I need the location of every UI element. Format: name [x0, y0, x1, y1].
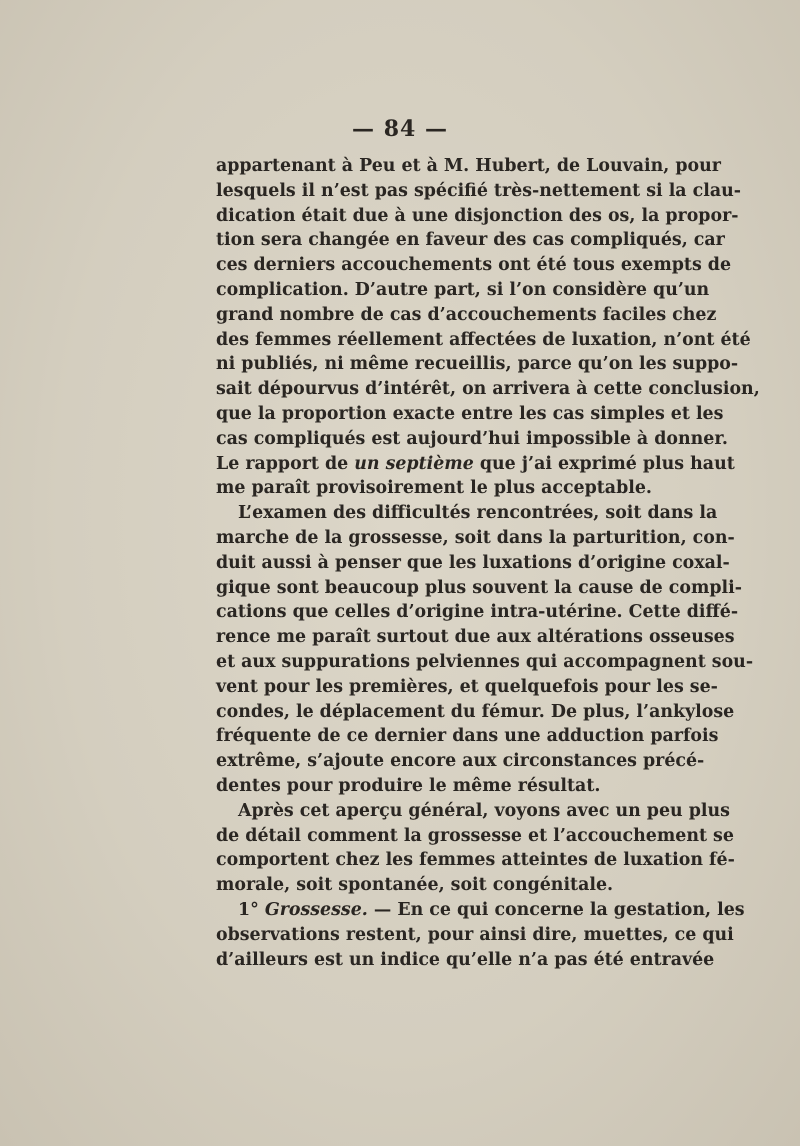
text-line: des femmes réellement affectées de luxation, n’ont été — [216, 329, 751, 350]
text-line: rence me paraît surtout due aux altérations osseuses — [216, 627, 735, 648]
text-line: Après cet aperçu général, voyons avec un peu plus — [238, 800, 730, 821]
text-line — [216, 452, 735, 477]
text-line: d’ailleurs est un indice qu’elle n’a pas été entravée — [216, 949, 715, 970]
text-line: dication était due à une disjonction des os, la propor- — [216, 205, 739, 226]
text-line: marche de la grossesse, soit dans la parturition, con- — [216, 527, 735, 548]
text-segment: Le rapport de — [216, 453, 355, 474]
text-line: L’examen des difficultés rencontrées, soit dans la — [238, 503, 718, 524]
text-line: duit aussi à penser que les luxations d’origine coxal- — [216, 552, 730, 573]
text-segment: — En ce qui concerne la gestation, les — [367, 899, 745, 920]
text-line: vent pour les premières, et quelquefois pour les se- — [216, 676, 718, 697]
body-text — [216, 154, 760, 972]
text-line: appartenant à Peu et à M. Hubert, de Louvain, pour — [216, 156, 721, 176]
text-line: sait dépourvus d’intérêt, on arrivera à cette conclusion, — [216, 379, 760, 400]
text-segment: que j’ai exprimé plus haut — [473, 453, 735, 474]
text-line — [216, 898, 745, 923]
text-line: que la proportion exacte entre les cas simples et les — [216, 403, 724, 424]
italic-segment: Grossesse. — [264, 899, 368, 920]
page-number: — 84 — — [352, 116, 448, 142]
italic-segment: un septième — [354, 453, 474, 474]
text-line: lesquels il n’est pas spécifié très-nettement si la clau- — [216, 180, 741, 201]
text-line: extrême, s’ajoute encore aux circonstances précé- — [216, 751, 705, 772]
text-line: ni publiés, ni même recueillis, parce qu’on les suppo- — [216, 354, 739, 375]
text-line: gique sont beaucoup plus souvent la cause de compli- — [216, 577, 742, 598]
text-line: de détail comment la grossesse et l’accouchement se — [216, 825, 734, 846]
text-line: condes, le déplacement du fémur. De plus, l’ankylose — [216, 701, 735, 722]
text-line: grand nombre de cas d’accouchements faciles chez — [216, 304, 717, 325]
text-line: complication. D’autre part, si l’on considère qu’un — [216, 279, 710, 300]
text-line: cations que celles d’origine intra-utérine. Cette diffé- — [216, 602, 739, 623]
text-line: dentes pour produire le même résultat. — [216, 775, 601, 796]
text-line: cas compliqués est aujourd’hui impossible à donner. — [216, 428, 728, 449]
text-line: et aux suppurations pelviennes qui accompagnent sou- — [216, 651, 754, 672]
text-line: morale, soit spontanée, soit congénitale. — [216, 875, 614, 896]
text-line: ces derniers accouchements ont été tous exempts de — [216, 255, 732, 276]
text-line: tion sera changée en faveur des cas compliqués, car — [216, 230, 725, 251]
text-line: me paraît provisoirement le plus acceptable. — [216, 478, 652, 499]
text-line: fréquente de ce dernier dans une adduction parfois — [216, 726, 719, 747]
text-line: observations restent, pour ainsi dire, muettes, ce qui — [216, 924, 734, 945]
text-segment: 1° — [238, 899, 265, 920]
text-line: comportent chez les femmes atteintes de luxation fé- — [216, 850, 735, 871]
